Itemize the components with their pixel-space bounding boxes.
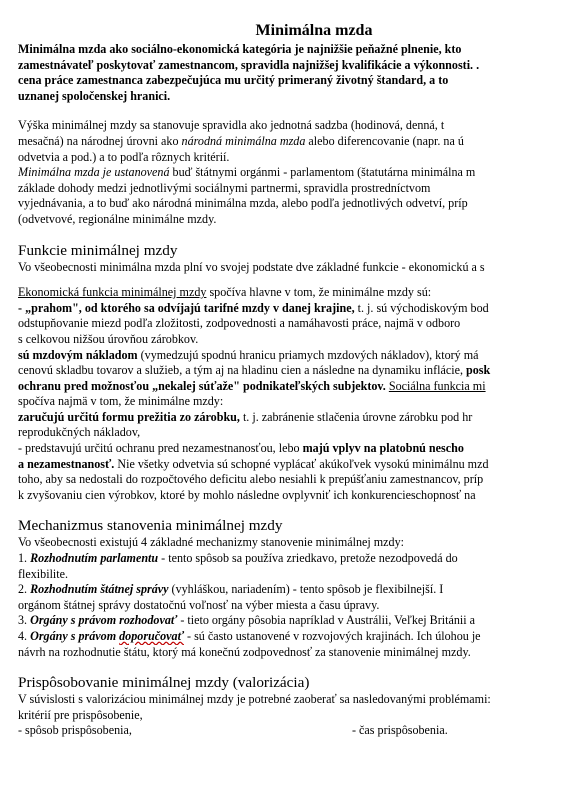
list-item: 1. Rozhodnutím parlamentu - tento spôsob sa používa zriedkavo, pretože nezodpovedá do: [18, 551, 458, 566]
section-heading-valorization: Prispôsobovanie minimálnej mzdy (valorizácia): [18, 674, 310, 692]
list-item: 4. Orgány s právom doporučovať - sú často ustanovené v rozvojových krajinách. Ich úlohou je: [18, 629, 481, 643]
document-title: Minimálna mzda: [255, 22, 373, 39]
text-line: návrh na rozhodnutie štátu, ktorý má konečnú zodpovednosť za stanovenie minimálnej mzdy.: [18, 644, 471, 659]
text-line: cenovú skladbu tovarov a služieb, a tým aj na hladinu cien a následne na dynamiku inflácie, posk: [18, 363, 491, 378]
section-heading-mechanisms: Mechanizmus stanovenia minimálnej mzdy: [18, 517, 283, 535]
text-line: k zvyšovaniu cien výrobkov, ktoré by mohlo následne ovplyvniť ich konkurencieschopnosť na: [18, 487, 476, 502]
section-functions: [18, 260, 561, 504]
section-heading-functions: Funkcie minimálnej mzdy: [18, 241, 178, 259]
list-item: - spôsob prispôsobenia,: [18, 723, 132, 738]
text-line: (odvetvové, regionálne minimálne mzdy.: [18, 211, 217, 226]
text-line: Ekonomická funkcia minimálnej mzdy spočíva hlavne v tom, že minimálne mzdy sú:: [18, 285, 432, 300]
text-line: odstupňovanie miezd podľa zložitosti, zodpovednosti a namáhavosti práce, najmä v odboro: [18, 316, 461, 331]
text-line: kritérií pre prispôsobenie,: [18, 707, 143, 722]
text-line: toho, aby sa nedostali do rozpočtového deficitu alebo nesiahli k prepúšťaniu zamestnancov, príp: [18, 472, 484, 487]
text-line: ochranu pred možnosťou „nekalej súťaže" podnikateľských subjektov. Sociálna funkcia mi: [18, 378, 486, 393]
text-line: orgánom štátnej správy dostatočnú voľnosť na výber miesta a času úpravy.: [18, 597, 380, 612]
text-line: Vo všeobecnosti existujú 4 základné mechanizmy stanovenie minimálnej mzdy:: [18, 535, 405, 550]
list-item: 2. Rozhodnutím štátnej správy (vyhláškou, nariadením) - tento spôsob je flexibilnejší. I: [18, 582, 444, 597]
text-line: odvetvia a pod.) a to podľa rôznych kritérií.: [18, 149, 230, 164]
intro-line: uznanej spoločenskej hranici.: [18, 88, 171, 103]
text-line: Minimálna mzda je ustanovená buď štátnymi orgánmi - parlamentom (štatutárna minimálna m: [18, 165, 476, 180]
text-line: reprodukčných nákladov,: [18, 425, 141, 440]
section-mechanisms: [18, 535, 561, 660]
text-line: mesačná) na národnej úrovni ako národná minimálna mzda alebo diferencovanie (napr. na ú: [18, 133, 464, 148]
section-valorization: [18, 692, 561, 739]
text-line: spočíva najmä v tom, že minimálne mzdy:: [18, 394, 224, 409]
text-line: - „prahom", od ktorého sa odvíjajú tarifné mzdy v danej krajine, t. j. sú východiskovým bod: [18, 300, 489, 315]
text-line: zaručujú určitú formu prežitia zo zárobku, t. j. zabránenie stlačenia úrovne zárobku pod hr: [18, 409, 473, 424]
document-page: [18, 22, 561, 739]
text-line: základe dohody medzi jednotlivými sociálnymi partnermi, spravidla prostredníctvom: [18, 180, 431, 195]
intro-line: Minimálna mzda ako sociálno-ekonomická kategória je najnižšie peňažné plnenie, kto: [18, 42, 462, 56]
list-row: [18, 723, 561, 739]
text-line: V súvislosti s valorizáciou minimálnej mzdy je potrebné zaoberať sa nasledovanými problémami:: [18, 692, 491, 707]
text-line: - predstavujú určitú ochranu pred nezamestnanosťou, lebo majú vplyv na platobnú nescho: [18, 441, 464, 456]
intro-line: cena práce zamestnanca zabezpečujúca mu určitý primeraný životný štandard, a to: [18, 73, 449, 88]
intro-paragraph: [18, 42, 561, 104]
text-line: sú mzdovým nákladom (vymedzujú spodnú hranicu priamych mzdových nákladov), ktorý má: [18, 347, 479, 362]
text-line: vyjednávania, a to buď ako národná minimálna mzda, alebo podľa jednotlivých odvetví, príp: [18, 196, 468, 211]
text-line: a nezamestnanosť. Nie všetky odvetvia sú schopné vyplácať akúkoľvek vysokú minimálnu mzd: [18, 456, 489, 471]
list-item: - čas prispôsobenia.: [352, 723, 448, 738]
paragraph-wage-level: [18, 118, 561, 227]
text-line: flexibilite.: [18, 566, 69, 581]
text-line: Výška minimálnej mzdy sa stanovuje spravidla ako jednotná sadzba (hodinová, denná, t: [18, 118, 445, 133]
intro-line: zamestnávateľ poskytovať zamestnancom, spravidla najnižšej kvalifikácie a výkonnosti. .: [18, 57, 480, 72]
text-line: Vo všeobecnosti minimálna mzda plní vo svojej podstate dve základné funkcie - ekonomickú a s: [18, 259, 485, 274]
text-line: s celkovou nižšou úrovňou zárobkov.: [18, 331, 199, 346]
list-item: 3. Orgány s právom rozhodovať - tieto orgány pôsobia napríklad v Austrálii, Veľkej Británii a: [18, 613, 475, 628]
